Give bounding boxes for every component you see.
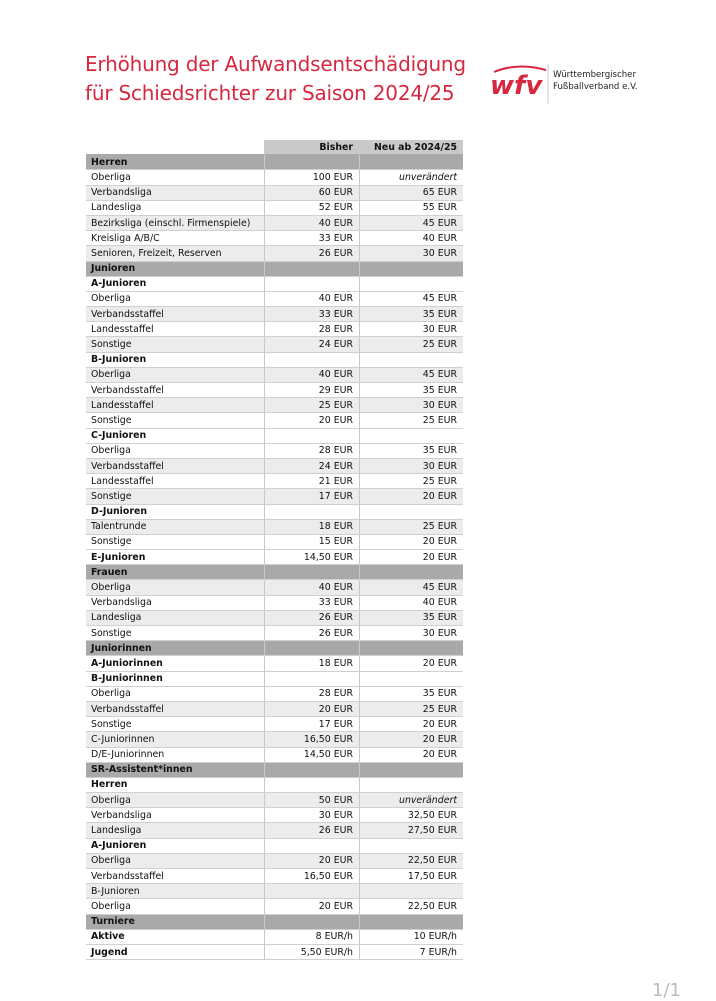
table-row (86, 398, 463, 413)
table-row (86, 884, 463, 899)
old-value: 28 EUR (265, 322, 360, 337)
new-value (360, 777, 464, 792)
new-value: 35 EUR (360, 443, 464, 458)
old-value: 40 EUR (265, 215, 360, 230)
table-row (86, 231, 463, 246)
row-label: Jugend (86, 944, 265, 959)
new-value: 65 EUR (360, 185, 464, 200)
row-label: Landesliga (86, 200, 265, 215)
subsection-row (86, 276, 463, 291)
old-value: 52 EUR (265, 200, 360, 215)
table-row (86, 185, 463, 200)
header-label (86, 140, 265, 155)
row-label: D/E-Juniorinnen (86, 747, 265, 762)
old-value: 5,50 EUR/h (265, 944, 360, 959)
old-value: 60 EUR (265, 185, 360, 200)
table-row (86, 686, 463, 701)
table-row (86, 383, 463, 398)
row-label: A-Junioren (86, 838, 265, 853)
new-value (360, 276, 464, 291)
row-label: B-Junioren (86, 884, 265, 899)
row-label: Landesstaffel (86, 398, 265, 413)
row-label: Verbandsstaffel (86, 701, 265, 716)
new-value: 35 EUR (360, 610, 464, 625)
table-row (86, 337, 463, 352)
new-value: 35 EUR (360, 383, 464, 398)
old-value: 14,50 EUR (265, 550, 360, 565)
old-value: 15 EUR (265, 534, 360, 549)
table-row (86, 595, 463, 610)
old-value (265, 641, 360, 656)
old-value: 17 EUR (265, 717, 360, 732)
row-label: C-Junioren (86, 428, 265, 443)
old-value (265, 428, 360, 443)
table-row (86, 610, 463, 625)
logo-line-1: Württembergischer (553, 70, 637, 80)
old-value: 25 EUR (265, 398, 360, 413)
row-label: Sonstige (86, 534, 265, 549)
new-value: 25 EUR (360, 474, 464, 489)
section-row (86, 641, 463, 656)
new-value (360, 155, 464, 170)
table-row (86, 853, 463, 868)
new-value: 22,50 EUR (360, 899, 464, 914)
table-row (86, 656, 463, 671)
old-value (265, 762, 360, 777)
row-label: Turniere (86, 914, 265, 929)
table-row (86, 215, 463, 230)
table-row (86, 944, 463, 959)
row-label: Oberliga (86, 443, 265, 458)
old-value: 28 EUR (265, 686, 360, 701)
subsection-row (86, 428, 463, 443)
subsection-row (86, 838, 463, 853)
table-row (86, 291, 463, 306)
table-header-row (86, 140, 463, 155)
row-label: Sonstige (86, 337, 265, 352)
subsection-row (86, 504, 463, 519)
row-label: SR-Assistent*innen (86, 762, 265, 777)
old-value: 24 EUR (265, 337, 360, 352)
row-label: Verbandsstaffel (86, 869, 265, 884)
old-value: 33 EUR (265, 595, 360, 610)
new-value: 45 EUR (360, 580, 464, 595)
row-label: Aktive (86, 929, 265, 944)
table-row (86, 534, 463, 549)
old-value: 8 EUR/h (265, 929, 360, 944)
new-value (360, 352, 464, 367)
new-value (360, 641, 464, 656)
old-value: 20 EUR (265, 413, 360, 428)
old-value: 26 EUR (265, 823, 360, 838)
old-value: 33 EUR (265, 307, 360, 322)
old-value: 18 EUR (265, 519, 360, 534)
row-label: Verbandsliga (86, 185, 265, 200)
new-value: 20 EUR (360, 550, 464, 565)
new-value (360, 914, 464, 929)
old-value (265, 565, 360, 580)
new-value: 30 EUR (360, 458, 464, 473)
old-value (265, 155, 360, 170)
old-value (265, 504, 360, 519)
new-value (360, 504, 464, 519)
row-label: Oberliga (86, 170, 265, 185)
row-label: Oberliga (86, 580, 265, 595)
row-label: Verbandsstaffel (86, 383, 265, 398)
old-value: 28 EUR (265, 443, 360, 458)
logo-mark-text: wfv (490, 71, 543, 101)
new-value: 35 EUR (360, 307, 464, 322)
new-value: 20 EUR (360, 747, 464, 762)
row-label: Sonstige (86, 489, 265, 504)
header-neu: Neu ab 2024/25 (360, 140, 464, 155)
new-value (360, 671, 464, 686)
document-title (85, 50, 466, 108)
subsection-row (86, 352, 463, 367)
title-line-2: für Schiedsrichter zur Saison 2024/25 (85, 81, 455, 105)
row-label: B-Junioren (86, 352, 265, 367)
row-label: Kreisliga A/B/C (86, 231, 265, 246)
table-row (86, 200, 463, 215)
table-row (86, 899, 463, 914)
old-value (265, 352, 360, 367)
row-label: Landesliga (86, 610, 265, 625)
old-value: 17 EUR (265, 489, 360, 504)
table-row (86, 580, 463, 595)
table-row (86, 808, 463, 823)
table-row (86, 307, 463, 322)
row-label: Landesstaffel (86, 474, 265, 489)
row-label: D-Junioren (86, 504, 265, 519)
table-row (86, 626, 463, 641)
row-label: Senioren, Freizeit, Reserven (86, 246, 265, 261)
new-value (360, 884, 464, 899)
new-value: unverändert (360, 170, 464, 185)
old-value (265, 914, 360, 929)
table-row (86, 701, 463, 716)
table-row (86, 458, 463, 473)
new-value: 27,50 EUR (360, 823, 464, 838)
old-value: 33 EUR (265, 231, 360, 246)
old-value (265, 261, 360, 276)
old-value (265, 884, 360, 899)
row-label: Sonstige (86, 626, 265, 641)
section-row (86, 155, 463, 170)
table-row (86, 823, 463, 838)
new-value: 40 EUR (360, 231, 464, 246)
row-label: Oberliga (86, 899, 265, 914)
table-row (86, 489, 463, 504)
old-value: 40 EUR (265, 291, 360, 306)
row-label: Oberliga (86, 291, 265, 306)
new-value: 20 EUR (360, 732, 464, 747)
logo-line-2: Fußballverband e.V. (553, 82, 638, 92)
table-row (86, 793, 463, 808)
old-value: 14,50 EUR (265, 747, 360, 762)
table-row (86, 413, 463, 428)
new-value: 17,50 EUR (360, 869, 464, 884)
new-value: 25 EUR (360, 519, 464, 534)
new-value (360, 838, 464, 853)
old-value: 40 EUR (265, 580, 360, 595)
row-label: Bezirksliga (einschl. Firmenspiele) (86, 215, 265, 230)
new-value: 30 EUR (360, 398, 464, 413)
old-value (265, 838, 360, 853)
old-value (265, 777, 360, 792)
row-label: Oberliga (86, 686, 265, 701)
row-label: Sonstige (86, 717, 265, 732)
new-value: 20 EUR (360, 489, 464, 504)
new-value: 55 EUR (360, 200, 464, 215)
table-row (86, 322, 463, 337)
table-row (86, 170, 463, 185)
old-value: 18 EUR (265, 656, 360, 671)
old-value: 40 EUR (265, 367, 360, 382)
table-row (86, 550, 463, 565)
subsection-row (86, 671, 463, 686)
row-label: Herren (86, 777, 265, 792)
new-value (360, 261, 464, 276)
new-value: 40 EUR (360, 595, 464, 610)
page-indicator: 1/1 (652, 980, 681, 1001)
new-value: 45 EUR (360, 215, 464, 230)
table-row (86, 246, 463, 261)
table-row (86, 929, 463, 944)
new-value (360, 428, 464, 443)
row-label: Landesstaffel (86, 322, 265, 337)
new-value: 32,50 EUR (360, 808, 464, 823)
row-label: Verbandsliga (86, 808, 265, 823)
header-bisher: Bisher (265, 140, 360, 155)
old-value (265, 276, 360, 291)
row-label: A-Junioren (86, 276, 265, 291)
table-row (86, 747, 463, 762)
old-value: 29 EUR (265, 383, 360, 398)
new-value: 30 EUR (360, 246, 464, 261)
new-value: unverändert (360, 793, 464, 808)
old-value: 16,50 EUR (265, 869, 360, 884)
row-label: E-Junioren (86, 550, 265, 565)
section-row (86, 261, 463, 276)
row-label: Juniorinnen (86, 641, 265, 656)
row-label: Landesliga (86, 823, 265, 838)
old-value: 21 EUR (265, 474, 360, 489)
new-value: 45 EUR (360, 291, 464, 306)
section-row (86, 565, 463, 580)
row-label: Talentrunde (86, 519, 265, 534)
old-value: 24 EUR (265, 458, 360, 473)
logo-text (553, 69, 638, 93)
table-row (86, 443, 463, 458)
row-label: Oberliga (86, 793, 265, 808)
row-label: Junioren (86, 261, 265, 276)
old-value: 20 EUR (265, 701, 360, 716)
table-row (86, 732, 463, 747)
old-value: 26 EUR (265, 610, 360, 625)
table-row (86, 367, 463, 382)
row-label: Sonstige (86, 413, 265, 428)
new-value: 25 EUR (360, 413, 464, 428)
row-label: Oberliga (86, 367, 265, 382)
old-value: 30 EUR (265, 808, 360, 823)
row-label: Frauen (86, 565, 265, 580)
new-value: 20 EUR (360, 656, 464, 671)
section-row (86, 914, 463, 929)
old-value: 20 EUR (265, 899, 360, 914)
old-value (265, 671, 360, 686)
new-value (360, 565, 464, 580)
new-value: 30 EUR (360, 626, 464, 641)
row-label: Oberliga (86, 853, 265, 868)
compensation-table (86, 140, 463, 960)
table-row (86, 474, 463, 489)
old-value: 20 EUR (265, 853, 360, 868)
new-value: 20 EUR (360, 534, 464, 549)
table-row (86, 519, 463, 534)
new-value: 22,50 EUR (360, 853, 464, 868)
row-label: A-Juniorinnen (86, 656, 265, 671)
new-value: 20 EUR (360, 717, 464, 732)
table-row (86, 869, 463, 884)
old-value: 16,50 EUR (265, 732, 360, 747)
new-value (360, 762, 464, 777)
row-label: C-Juniorinnen (86, 732, 265, 747)
new-value: 25 EUR (360, 701, 464, 716)
new-value: 35 EUR (360, 686, 464, 701)
row-label: Herren (86, 155, 265, 170)
old-value: 26 EUR (265, 626, 360, 641)
subsection-row (86, 777, 463, 792)
new-value: 7 EUR/h (360, 944, 464, 959)
old-value: 100 EUR (265, 170, 360, 185)
new-value: 25 EUR (360, 337, 464, 352)
new-value: 45 EUR (360, 367, 464, 382)
section-row (86, 762, 463, 777)
old-value: 50 EUR (265, 793, 360, 808)
row-label: Verbandsliga (86, 595, 265, 610)
title-line-1: Erhöhung der Aufwandsentschädigung (85, 52, 466, 76)
row-label: Verbandsstaffel (86, 307, 265, 322)
table-body (86, 155, 463, 960)
row-label: B-Juniorinnen (86, 671, 265, 686)
row-label: Verbandsstaffel (86, 458, 265, 473)
new-value: 30 EUR (360, 322, 464, 337)
old-value: 26 EUR (265, 246, 360, 261)
table-row (86, 717, 463, 732)
new-value: 10 EUR/h (360, 929, 464, 944)
